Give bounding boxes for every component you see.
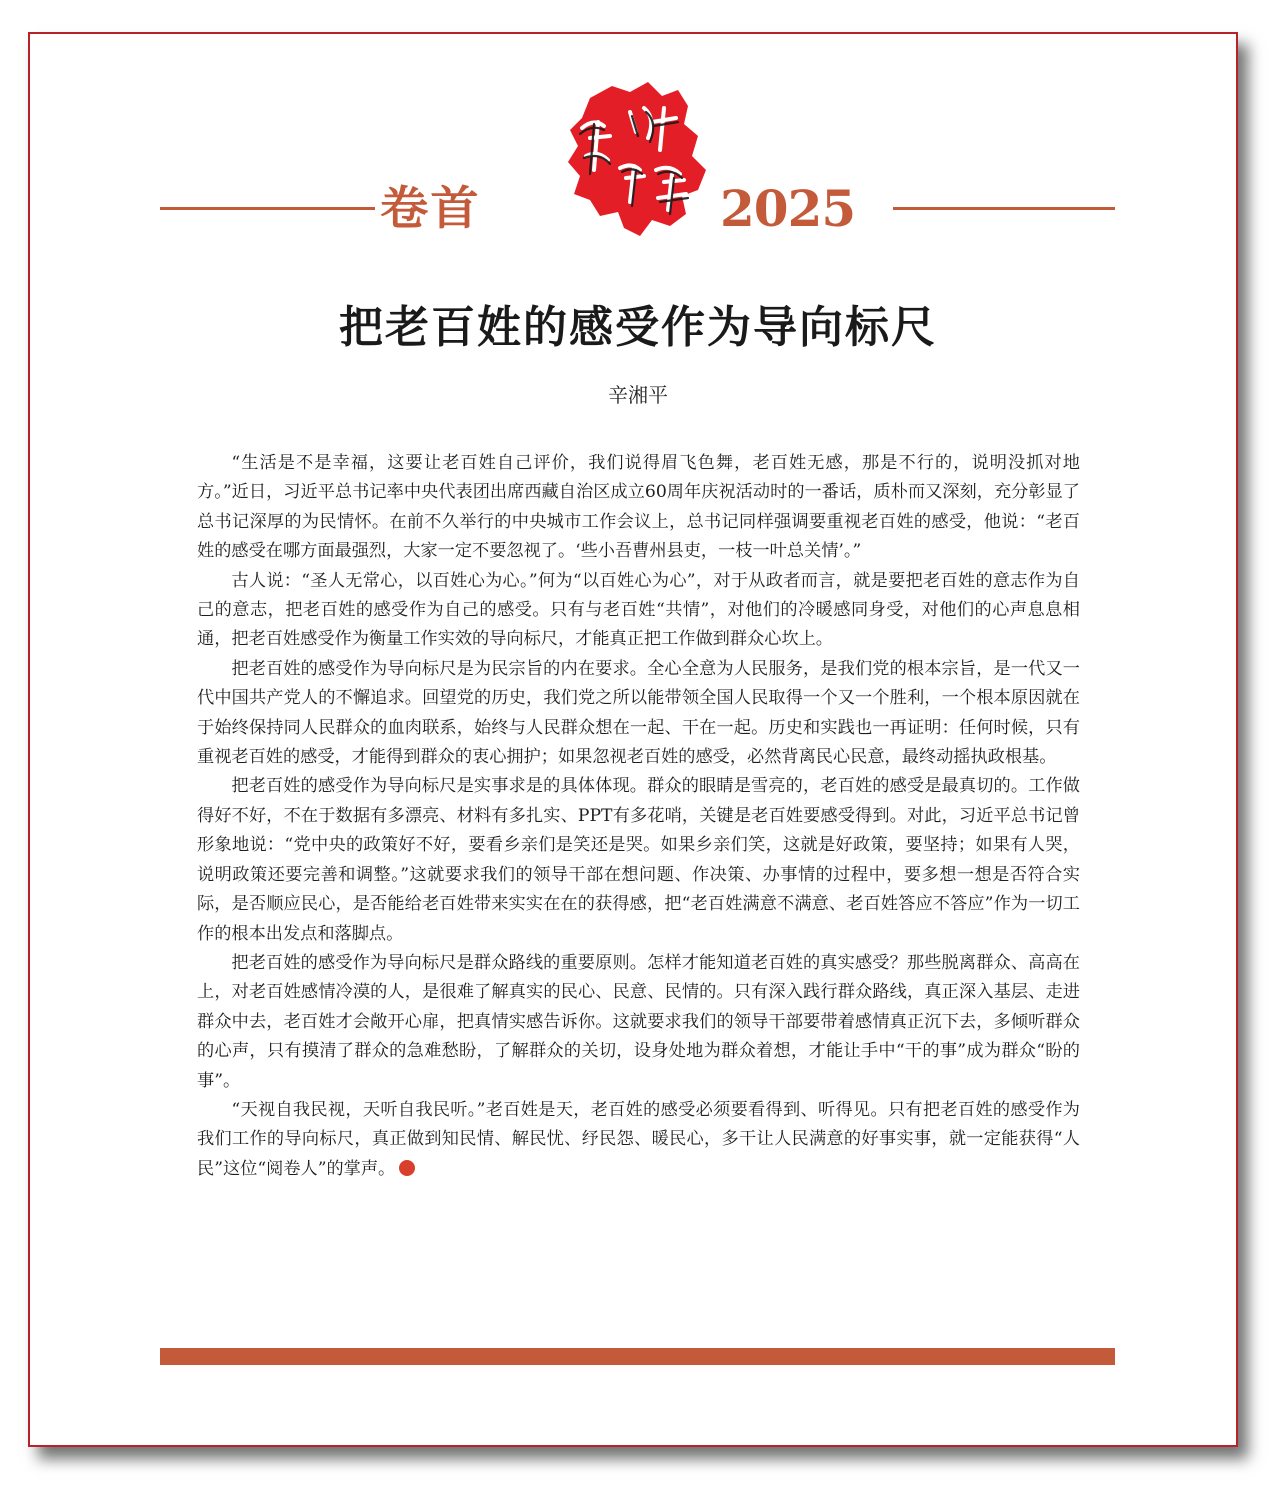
header-rule-left [160,207,375,210]
hunan-map-logo-icon [560,78,720,243]
article-title: 把老百姓的感受作为导向标尺 [339,302,937,353]
column-name: 卷首 [380,181,481,235]
article-body [197,449,1080,1184]
article-paragraph: “生活是不是幸福，这要让老百姓自己评价，我们说得眉飞色舞，老百姓无感，那是不行的，说明没抓对地方。”近日，习近平总书记率中央代表团出席西藏自治区成立60周年庆祝活动时的一番话，质朴而又深刻，充分彰显了总书记深厚的为民情怀。在前不久举行的中央城市工作会议上，总书记同样强调要重视老百姓的感受，他说：“老百姓的感受在哪方面最强烈，大家一定不要忽视了。‘些小吾曹州县吏，一枝一叶总关情’。” [197,453,1080,562]
article-paragraph: 把老百姓的感受作为导向标尺是群众路线的重要原则。怎样才能知道老百姓的真实感受？那些脱离群众、高高在上，对老百姓感情冷漠的人，是很难了解真实的民心、民意、民情的。只有深入践行群众路线，真正深入基层、走进群众中去，老百姓才会敞开心扉，把真情实感告诉你。这就要求我们的领导干部要带着感情真正沉下去，多倾听群众的心声，只有摸清了群众的急难愁盼，了解群众的关切，设身处地为群众着想，才能让手中“干的事”成为群众“盼的事”。 [197,952,1080,1091]
article-author: 辛湘平 [608,383,668,407]
article-paragraph: 把老百姓的感受作为导向标尺是为民宗旨的内在要求。全心全意为人民服务，是我们党的根本宗旨，是一代又一代中国共产党人的不懈追求。回望党的历史，我们党之所以能带领全国人民取得一个又一个胜利，一个根本原因就在于始终保持同人民群众的血肉联系，始终与人民群众想在一起、干在一起。历史和实践也一再证明：任何时候，只有重视老百姓的感受，才能得到群众的衷心拥护；如果忽视老百姓的感受，必然背离民心民意，最终动摇执政根基。 [197,658,1080,768]
header-rule-right [893,207,1115,210]
xinxiang-pinglun-logo [560,78,720,243]
issue-year: 2025 [720,179,856,238]
article-paragraph-last [197,1096,1080,1184]
end-mark-icon [399,1160,415,1176]
article-paragraph-text: “天视自我民视，天听自我民听。”老百姓是天，老百姓的感受必须要看得到、听得见。只有把老百姓的感受作为我们工作的导向标尺，真正做到知民情、解民忧、纾民怨、暖民心，多干让人民满意的好事实事，就一定能获得“人民”这位“阅卷人”的掌声。 [197,1099,1080,1179]
article-paragraph: 把老百姓的感受作为导向标尺是实事求是的具体体现。群众的眼睛是雪亮的，老百姓的感受是最真切的。工作做得好不好，不在于数据有多漂亮、材料有多扎实、PPT有多花哨，关键是老百姓要感受得到。对此，习近平总书记曾形象地说：“党中央的政策好不好，要看乡亲们是笑还是哭。如果乡亲们笑，这就是好政策，要坚持；如果有人哭，说明政策还要完善和调整。”这就要求我们的领导干部在想问题、作决策、办事情的过程中，要多想一想是否符合实际，是否顺应民心，是否能给老百姓带来实实在在的获得感，把“老百姓满意不满意、老百姓答应不答应”作为一切工作的根本出发点和落脚点。 [197,776,1080,944]
footer-bar [160,1348,1115,1365]
article-paragraph: 古人说：“圣人无常心，以百姓心为心。”何为“以百姓心为心”，对于从政者而言，就是要把老百姓的意志作为自己的意志，把老百姓的感受作为自己的感受。只有与老百姓“共情”，对他们的冷暖感同身受，对他们的心声息息相通，把老百姓感受作为衡量工作实效的导向标尺，才能真正把工作做到群众心坎上。 [197,570,1080,650]
